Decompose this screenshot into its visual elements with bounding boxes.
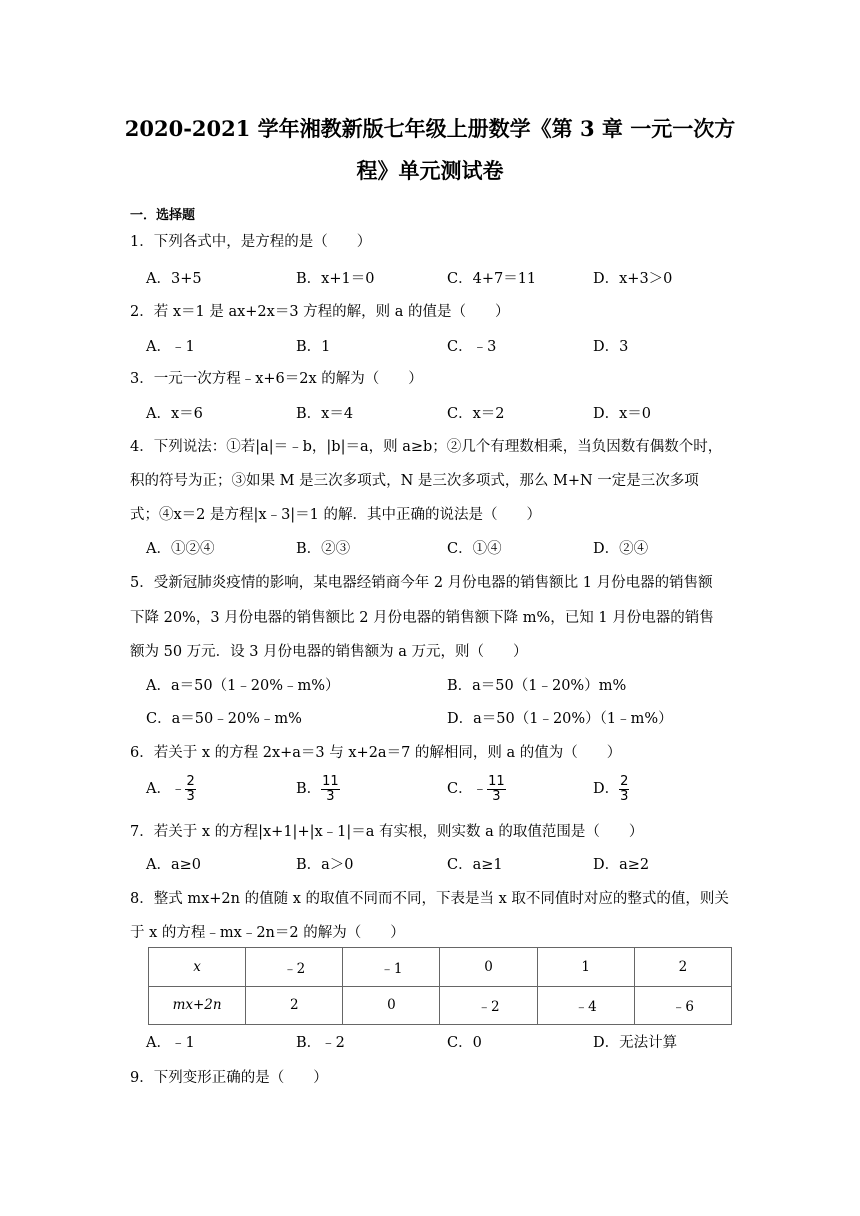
document-title-line2: 程》单元测试卷	[356, 158, 504, 183]
question-8-stem-line1: 8．整式 mx+2n 的值随 x 的取值不同而不同，下表是当 x 取不同值时对应的整式的值，则关	[130, 891, 729, 907]
minus-sign: ﹣	[472, 781, 488, 798]
question-4-stem-line1: 4．下列说法：①若|a|＝﹣b，|b|＝a，则 a≥b；②几个有理数相乘，当负因数有偶数个时，	[130, 439, 723, 455]
question-8-stem-line2: 于 x 的方程﹣mx﹣2n＝2 的解为（ ）	[130, 925, 405, 941]
question-7-option-c: C．a≥1	[447, 857, 503, 873]
question-1-option-a: A．3+5	[146, 271, 202, 287]
question-3-option-a: A．x＝6	[146, 406, 203, 422]
question-6-option-b	[296, 775, 340, 803]
question-8-option-d: D．无法计算	[593, 1035, 678, 1051]
section-heading: 一．选择题	[130, 208, 196, 223]
fraction	[321, 775, 340, 803]
question-3-option-b: B．x＝4	[296, 406, 354, 422]
table-cell: ﹣2	[246, 948, 343, 987]
table-row	[149, 948, 732, 987]
table-cell: mx+2n	[149, 986, 246, 1025]
question-5-option-c: C．a＝50﹣20%﹣m%	[146, 711, 302, 727]
question-7-option-a: A．a≥0	[146, 857, 201, 873]
table-cell: x	[149, 948, 246, 987]
option-label: D．	[593, 781, 620, 798]
question-8-option-c: C．0	[447, 1035, 482, 1051]
table-cell: ﹣1	[343, 948, 440, 987]
table-cell: 2	[246, 986, 343, 1025]
fraction	[185, 775, 195, 803]
table-cell: ﹣6	[634, 986, 731, 1025]
question-1-option-b: B．x+1＝0	[296, 271, 375, 287]
question-4-option-a: A．①②④	[146, 541, 215, 557]
question-5-stem-line3: 额为 50 万元．设 3 月份电器的销售额为 a 万元，则（ ）	[130, 644, 528, 660]
fraction	[487, 775, 506, 803]
question-6-stem: 6．若关于 x 的方程 2x+a＝3 与 x+2a＝7 的解相同，则 a 的值为（ ）	[130, 745, 622, 761]
question-4-option-d: D．②④	[593, 541, 649, 557]
question-3-stem: 3．一元一次方程﹣x+6＝2x 的解为（ ）	[130, 371, 423, 387]
question-2-stem: 2．若 x＝1 是 ax+2x＝3 方程的解，则 a 的值是（ ）	[130, 304, 510, 320]
fraction-denominator: 3	[186, 788, 195, 804]
table-cell: ﹣2	[440, 986, 537, 1025]
document-title-line1: 2020-2021 学年湘教新版七年级上册数学《第 3 章 一元一次方	[124, 116, 736, 141]
question-5-option-d: D．a＝50（1﹣20%）（1﹣m%）	[447, 711, 673, 727]
question-2-option-d: D．3	[593, 339, 629, 355]
option-label: B．	[296, 781, 322, 798]
question-1-stem: 1．下列各式中，是方程的是（ ）	[130, 234, 372, 250]
question-7-stem: 7．若关于 x 的方程|x+1|+|x﹣1|＝a 有实根，则实数 a 的取值范围是（ ）	[130, 824, 644, 840]
question-4-stem-line3: 式；④x＝2 是方程|x﹣3|＝1 的解．其中正确的说法是（ ）	[130, 507, 542, 523]
question-9-stem: 9．下列变形正确的是（ ）	[130, 1070, 328, 1086]
value-table	[148, 947, 732, 1025]
question-4-option-c: C．①④	[447, 541, 502, 557]
fraction-numerator: 11	[322, 774, 339, 789]
fraction-denominator: 3	[620, 788, 629, 804]
fraction-denominator: 3	[492, 788, 501, 804]
question-5-stem-line2: 下降 20%，3 月份电器的销售额比 2 月份电器的销售额下降 m%，已知 1 月份电器的销售	[130, 610, 714, 626]
minus-sign: ﹣	[170, 781, 186, 798]
question-7-option-b: B．a＞0	[296, 857, 354, 873]
question-2-option-b: B．1	[296, 339, 331, 355]
table-cell: 0	[440, 948, 537, 987]
question-1-option-c: C．4+7＝11	[447, 271, 537, 287]
fraction-numerator: 2	[186, 774, 195, 789]
fraction	[619, 775, 629, 803]
question-5-option-b: B．a＝50（1﹣20%）m%	[447, 678, 627, 694]
table-cell: 0	[343, 986, 440, 1025]
question-6-option-a	[146, 775, 196, 803]
question-2-option-c: C．﹣3	[447, 339, 497, 355]
table-cell: 1	[537, 948, 634, 987]
table-row	[149, 986, 732, 1025]
option-label: A．	[146, 781, 171, 798]
question-6-option-d	[593, 775, 629, 803]
fraction-numerator: 11	[488, 774, 505, 789]
question-1-option-d: D．x+3＞0	[593, 271, 673, 287]
fraction-denominator: 3	[326, 788, 335, 804]
question-6-option-c	[447, 775, 506, 803]
question-7-option-d: D．a≥2	[593, 857, 650, 873]
question-3-option-d: D．x＝0	[593, 406, 652, 422]
option-label: C．	[447, 781, 473, 798]
question-5-stem-line1: 5．受新冠肺炎疫情的影响，某电器经销商今年 2 月份电器的销售额比 1 月份电器的销售额	[130, 575, 713, 591]
table-cell: 2	[634, 948, 731, 987]
question-4-option-b: B．②③	[296, 541, 351, 557]
question-8-option-a: A．﹣1	[146, 1035, 195, 1051]
question-3-option-c: C．x＝2	[447, 406, 505, 422]
table-cell: ﹣4	[537, 986, 634, 1025]
fraction-numerator: 2	[620, 774, 629, 789]
question-2-option-a: A．﹣1	[146, 339, 195, 355]
question-5-option-a: A．a＝50（1﹣20%﹣m%）	[146, 678, 340, 694]
question-8-option-b: B．﹣2	[296, 1035, 345, 1051]
question-4-stem-line2: 积的符号为正；③如果 M 是三次多项式，N 是三次多项式，那么 M+N 一定是三次多项	[130, 473, 699, 489]
